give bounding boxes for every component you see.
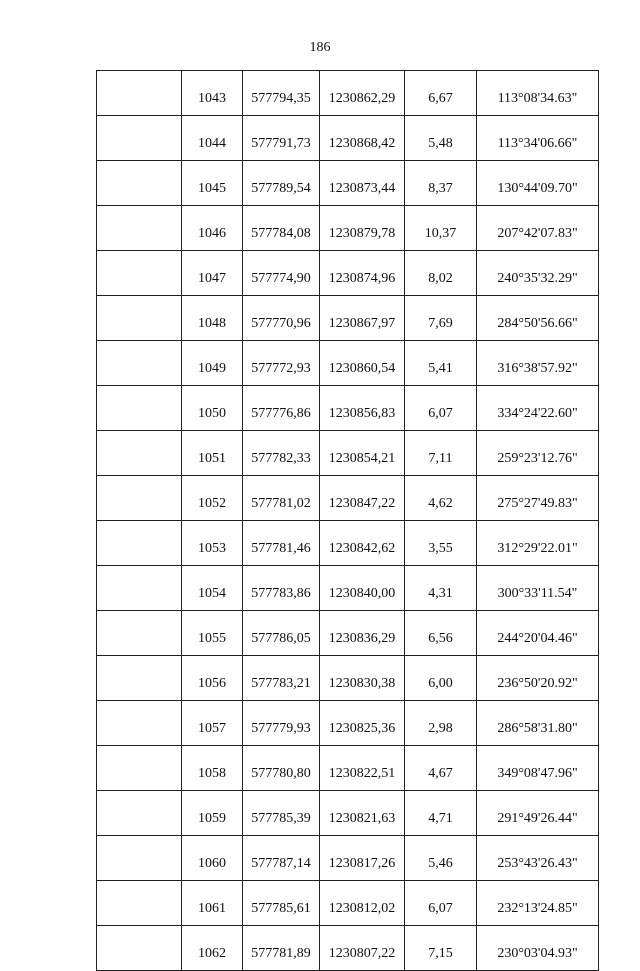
bearing-angle-cell: 334°24'22.60"	[477, 386, 599, 431]
x-coordinate-cell: 577785,61	[243, 881, 320, 926]
distance-cell: 10,37	[405, 206, 477, 251]
blank-cell	[97, 296, 182, 341]
blank-cell	[97, 251, 182, 296]
distance-cell: 3,55	[405, 521, 477, 566]
distance-cell: 4,62	[405, 476, 477, 521]
table-row	[97, 521, 599, 566]
y-coordinate-cell: 1230821,63	[320, 791, 405, 836]
y-coordinate-cell: 1230807,22	[320, 926, 405, 971]
table-row	[97, 161, 599, 206]
point-number-cell: 1062	[182, 926, 243, 971]
distance-cell: 4,67	[405, 746, 477, 791]
x-coordinate-cell: 577782,33	[243, 431, 320, 476]
blank-cell	[97, 836, 182, 881]
y-coordinate-cell: 1230854,21	[320, 431, 405, 476]
table-row	[97, 116, 599, 161]
point-number-cell: 1044	[182, 116, 243, 161]
x-coordinate-cell: 577774,90	[243, 251, 320, 296]
x-coordinate-cell: 577785,39	[243, 791, 320, 836]
y-coordinate-cell: 1230873,44	[320, 161, 405, 206]
distance-cell: 7,11	[405, 431, 477, 476]
y-coordinate-cell: 1230874,96	[320, 251, 405, 296]
point-number-cell: 1052	[182, 476, 243, 521]
bearing-angle-cell: 275°27'49.83"	[477, 476, 599, 521]
x-coordinate-cell: 577787,14	[243, 836, 320, 881]
distance-cell: 5,48	[405, 116, 477, 161]
blank-cell	[97, 656, 182, 701]
distance-cell: 6,07	[405, 881, 477, 926]
distance-cell: 8,37	[405, 161, 477, 206]
distance-cell: 4,71	[405, 791, 477, 836]
point-number-cell: 1053	[182, 521, 243, 566]
bearing-angle-cell: 236°50'20.92"	[477, 656, 599, 701]
y-coordinate-cell: 1230822,51	[320, 746, 405, 791]
bearing-angle-cell: 286°58'31.80"	[477, 701, 599, 746]
point-number-cell: 1051	[182, 431, 243, 476]
y-coordinate-cell: 1230825,36	[320, 701, 405, 746]
blank-cell	[97, 746, 182, 791]
distance-cell: 5,41	[405, 341, 477, 386]
table-row	[97, 656, 599, 701]
bearing-angle-cell: 232°13'24.85"	[477, 881, 599, 926]
table-row	[97, 386, 599, 431]
y-coordinate-cell: 1230842,62	[320, 521, 405, 566]
blank-cell	[97, 341, 182, 386]
point-number-cell: 1045	[182, 161, 243, 206]
bearing-angle-cell: 230°03'04.93"	[477, 926, 599, 971]
table-row	[97, 341, 599, 386]
distance-cell: 6,67	[405, 71, 477, 116]
y-coordinate-cell: 1230830,38	[320, 656, 405, 701]
bearing-angle-cell: 300°33'11.54"	[477, 566, 599, 611]
x-coordinate-cell: 577772,93	[243, 341, 320, 386]
table-row	[97, 476, 599, 521]
x-coordinate-cell: 577781,89	[243, 926, 320, 971]
bearing-angle-cell: 284°50'56.66"	[477, 296, 599, 341]
distance-cell: 4,31	[405, 566, 477, 611]
table-row	[97, 611, 599, 656]
point-number-cell: 1056	[182, 656, 243, 701]
y-coordinate-cell: 1230868,42	[320, 116, 405, 161]
blank-cell	[97, 161, 182, 206]
blank-cell	[97, 926, 182, 971]
distance-cell: 5,46	[405, 836, 477, 881]
blank-cell	[97, 791, 182, 836]
bearing-angle-cell: 312°29'22.01"	[477, 521, 599, 566]
table-row	[97, 926, 599, 971]
bearing-angle-cell: 207°42'07.83"	[477, 206, 599, 251]
y-coordinate-cell: 1230867,97	[320, 296, 405, 341]
x-coordinate-cell: 577784,08	[243, 206, 320, 251]
page-number: 186	[309, 40, 331, 55]
y-coordinate-cell: 1230862,29	[320, 71, 405, 116]
table-row	[97, 251, 599, 296]
x-coordinate-cell: 577776,86	[243, 386, 320, 431]
x-coordinate-cell: 577781,46	[243, 521, 320, 566]
point-number-cell: 1046	[182, 206, 243, 251]
table-row	[97, 746, 599, 791]
table-row	[97, 881, 599, 926]
distance-cell: 7,15	[405, 926, 477, 971]
y-coordinate-cell: 1230847,22	[320, 476, 405, 521]
blank-cell	[97, 116, 182, 161]
table-row	[97, 296, 599, 341]
coordinates-table	[96, 70, 599, 971]
bearing-angle-cell: 113°08'34.63"	[477, 71, 599, 116]
blank-cell	[97, 206, 182, 251]
table-row	[97, 71, 599, 116]
blank-cell	[97, 476, 182, 521]
bearing-angle-cell: 253°43'26.43"	[477, 836, 599, 881]
x-coordinate-cell: 577791,73	[243, 116, 320, 161]
distance-cell: 8,02	[405, 251, 477, 296]
point-number-cell: 1061	[182, 881, 243, 926]
blank-cell	[97, 431, 182, 476]
bearing-angle-cell: 244°20'04.46"	[477, 611, 599, 656]
table-row	[97, 836, 599, 881]
y-coordinate-cell: 1230840,00	[320, 566, 405, 611]
table-row	[97, 701, 599, 746]
distance-cell: 6,56	[405, 611, 477, 656]
point-number-cell: 1049	[182, 341, 243, 386]
distance-cell: 7,69	[405, 296, 477, 341]
point-number-cell: 1054	[182, 566, 243, 611]
y-coordinate-cell: 1230817,26	[320, 836, 405, 881]
point-number-cell: 1060	[182, 836, 243, 881]
bearing-angle-cell: 130°44'09.70"	[477, 161, 599, 206]
x-coordinate-cell: 577781,02	[243, 476, 320, 521]
bearing-angle-cell: 240°35'32.29"	[477, 251, 599, 296]
y-coordinate-cell: 1230856,83	[320, 386, 405, 431]
point-number-cell: 1057	[182, 701, 243, 746]
blank-cell	[97, 566, 182, 611]
table-row	[97, 566, 599, 611]
point-number-cell: 1047	[182, 251, 243, 296]
x-coordinate-cell: 577783,86	[243, 566, 320, 611]
x-coordinate-cell: 577794,35	[243, 71, 320, 116]
point-number-cell: 1048	[182, 296, 243, 341]
y-coordinate-cell: 1230836,29	[320, 611, 405, 656]
blank-cell	[97, 611, 182, 656]
table-row	[97, 206, 599, 251]
blank-cell	[97, 71, 182, 116]
point-number-cell: 1059	[182, 791, 243, 836]
point-number-cell: 1055	[182, 611, 243, 656]
y-coordinate-cell: 1230812,02	[320, 881, 405, 926]
table-row	[97, 791, 599, 836]
y-coordinate-cell: 1230879,78	[320, 206, 405, 251]
bearing-angle-cell: 259°23'12.76"	[477, 431, 599, 476]
y-coordinate-cell: 1230860,54	[320, 341, 405, 386]
distance-cell: 6,07	[405, 386, 477, 431]
x-coordinate-cell: 577789,54	[243, 161, 320, 206]
x-coordinate-cell: 577770,96	[243, 296, 320, 341]
x-coordinate-cell: 577780,80	[243, 746, 320, 791]
point-number-cell: 1050	[182, 386, 243, 431]
x-coordinate-cell: 577783,21	[243, 656, 320, 701]
coordinates-table-body	[97, 71, 599, 971]
distance-cell: 2,98	[405, 701, 477, 746]
blank-cell	[97, 521, 182, 566]
point-number-cell: 1043	[182, 71, 243, 116]
x-coordinate-cell: 577786,05	[243, 611, 320, 656]
point-number-cell: 1058	[182, 746, 243, 791]
blank-cell	[97, 881, 182, 926]
x-coordinate-cell: 577779,93	[243, 701, 320, 746]
distance-cell: 6,00	[405, 656, 477, 701]
blank-cell	[97, 701, 182, 746]
bearing-angle-cell: 113°34'06.66"	[477, 116, 599, 161]
blank-cell	[97, 386, 182, 431]
bearing-angle-cell: 316°38'57.92"	[477, 341, 599, 386]
bearing-angle-cell: 291°49'26.44"	[477, 791, 599, 836]
table-row	[97, 431, 599, 476]
bearing-angle-cell: 349°08'47.96"	[477, 746, 599, 791]
